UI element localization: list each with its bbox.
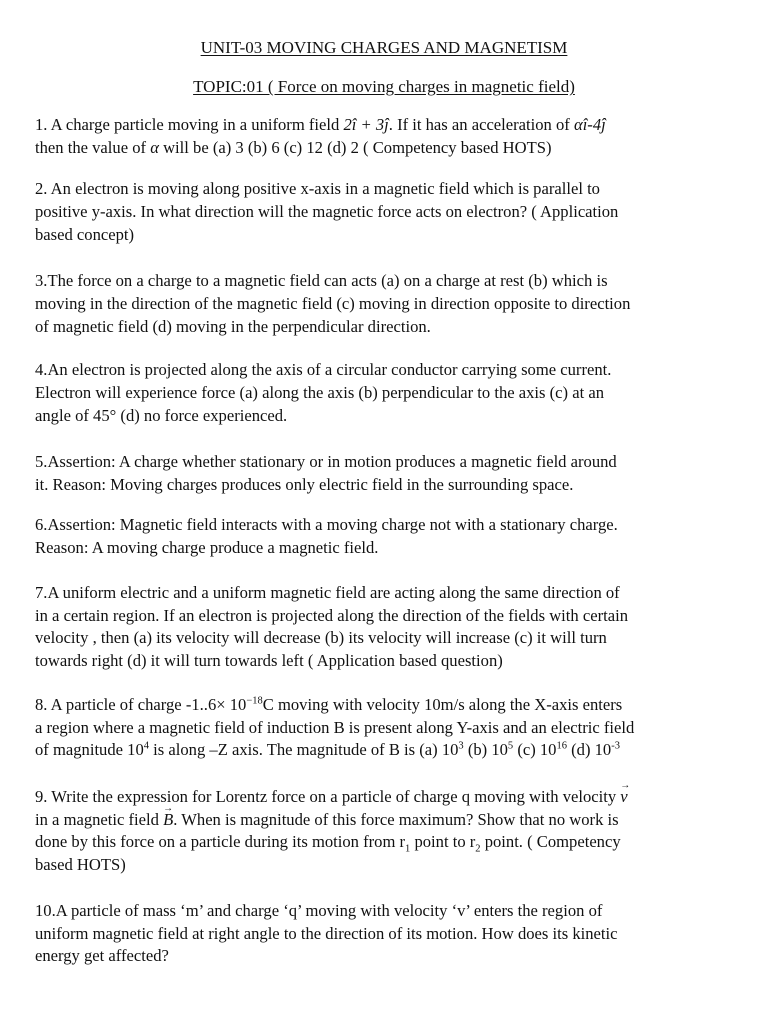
- text-run: in a magnetic field: [35, 809, 164, 829]
- superscript: 16: [556, 740, 567, 752]
- text-run: velocity , then (a) its velocity will decrease (b) its velocity will increase (c) it will turn: [35, 628, 607, 647]
- text-run: of magnetic field (d) moving in the perpendicular direction.: [35, 317, 431, 336]
- text-run: 10.A particle of mass ‘m’ and charge ‘q’ moving with velocity ‘v’ enters the region of: [35, 901, 603, 920]
- question-line: [35, 694, 743, 717]
- text-run: done by this force on a particle during its motion from r: [35, 832, 406, 851]
- superscript: 4: [143, 740, 150, 752]
- text-run: based HOTS): [35, 854, 126, 874]
- question-line: [35, 945, 743, 968]
- question-line: [35, 381, 743, 404]
- question-line: [35, 582, 743, 605]
- question-line: [35, 809, 743, 832]
- question-line: [35, 177, 743, 200]
- math-expression: 2î + 3ĵ: [343, 115, 389, 134]
- text-run: a region where a magnetic field of induction B is present along Y-axis and an electric field: [35, 717, 635, 737]
- text-run: . When is magnitude of this force maximum? Show that no work is: [173, 809, 619, 829]
- superscript: -3: [611, 740, 620, 752]
- superscript: 3: [458, 740, 464, 752]
- text-run: 4.An electron is projected along the axis of a circular conductor carrying some current.: [35, 360, 612, 379]
- question-line: [35, 627, 743, 650]
- question-line: [35, 831, 743, 854]
- text-run: of magnitude 10: [35, 740, 144, 759]
- superscript: −18: [246, 695, 263, 707]
- vector-symbol: → v: [620, 786, 627, 809]
- text-run: 2. An electron is moving along positive x-axis in a magnetic field which is parallel to: [35, 179, 600, 198]
- text-run: Electron will experience force (a) along the axis (b) perpendicular to the axis (c) at an: [35, 383, 604, 402]
- topic-title: TOPIC:01 ( Force on moving charges in magnetic field): [193, 77, 575, 96]
- text-run: Reason: A moving charge produce a magnetic field.: [35, 537, 379, 557]
- text-run: 9. Write the expression for Lorentz force on a particle of charge q moving with velocity: [35, 787, 621, 806]
- question-line: [35, 114, 743, 137]
- question-line: [35, 137, 743, 160]
- text-run: in a certain region. If an electron is projected along the direction of the fields with certain: [35, 605, 628, 625]
- question-line: [35, 923, 743, 946]
- question-2: [35, 177, 743, 246]
- question-line: [35, 717, 743, 740]
- text-run: 6.Assertion: Magnetic field interacts with a moving charge not with a stationary charge.: [35, 515, 618, 534]
- text-run: 5.Assertion: A charge whether stationary or in motion produces a magnetic field around: [35, 452, 617, 471]
- text-run: uniform magnetic field at right angle to the direction of its motion. How does its kinetic: [35, 923, 618, 943]
- text-run: 1. A charge particle moving in a uniform field: [35, 115, 344, 134]
- text-run: is along –Z axis. The magnitude of B is (a) 10: [149, 740, 459, 759]
- question-line: [35, 900, 743, 923]
- text-run: towards right (d) it will turn towards left ( Application based question): [35, 650, 503, 670]
- question-7: [35, 582, 743, 672]
- question-line: [35, 315, 743, 338]
- math-expression: αî-4ĵ: [573, 115, 606, 134]
- text-run: 3.The force on a charge to a magnetic field can acts (a) on a charge at rest (b) which is: [35, 271, 608, 290]
- question-line: [35, 650, 743, 673]
- question-line: [35, 537, 743, 560]
- question-line: [35, 605, 743, 628]
- text-run: C moving with velocity 10m/s along the X-axis enters: [262, 695, 623, 714]
- text-run: 8. A particle of charge -1..6× 10: [35, 695, 247, 714]
- question-line: [35, 473, 743, 496]
- text-run: positive y-axis. In what direction will the magnetic force acts on electron? ( Application: [35, 202, 619, 221]
- question-8: [35, 694, 743, 762]
- text-run: based concept): [35, 225, 135, 244]
- text-run: angle of 45° (d) no force experienced.: [35, 406, 288, 425]
- text-run: point to r: [410, 832, 476, 851]
- unit-title: UNIT-03 MOVING CHARGES AND MAGNETISM: [200, 38, 568, 57]
- text-run: energy get affected?: [35, 946, 169, 965]
- question-1: [35, 114, 743, 159]
- vector-symbol: → B: [163, 809, 173, 832]
- text-run: (c) 10: [513, 740, 557, 759]
- question-line: [35, 786, 743, 809]
- text-run: (b) 10: [463, 740, 508, 759]
- question-4: [35, 358, 743, 427]
- question-line: [35, 514, 743, 537]
- question-10: [35, 900, 743, 968]
- question-5: [35, 450, 743, 496]
- subscript: 1: [405, 843, 411, 855]
- text-run: will be (a) 3 (b) 6 (c) 12 (d) 2 ( Competency based HOTS): [158, 137, 552, 157]
- question-line: [35, 854, 743, 877]
- question-6: [35, 514, 743, 559]
- question-line: [35, 404, 743, 427]
- question-line: [35, 358, 743, 381]
- superscript: 5: [507, 740, 514, 752]
- question-line: [35, 269, 743, 292]
- text-run: it. Reason: Moving charges produces only electric field in the surrounding space.: [35, 475, 574, 494]
- question-line: [35, 223, 743, 246]
- text-run: (d) 10: [566, 740, 612, 759]
- text-run: then the value of: [35, 137, 151, 157]
- text-run: point. ( Competency: [480, 832, 621, 851]
- question-line: [35, 739, 743, 762]
- question-line: [35, 292, 743, 315]
- subscript: 2: [475, 843, 481, 855]
- question-9: [35, 786, 743, 876]
- question-line: [35, 200, 743, 223]
- question-line: [35, 450, 743, 473]
- math-expression: α: [150, 137, 159, 157]
- text-run: . If it has an acceleration of: [388, 115, 574, 134]
- text-run: moving in the direction of the magnetic field (c) moving in direction opposite to direction: [35, 294, 631, 313]
- text-run: 7.A uniform electric and a uniform magnetic field are acting along the same direction of: [35, 583, 620, 602]
- question-3: [35, 269, 743, 338]
